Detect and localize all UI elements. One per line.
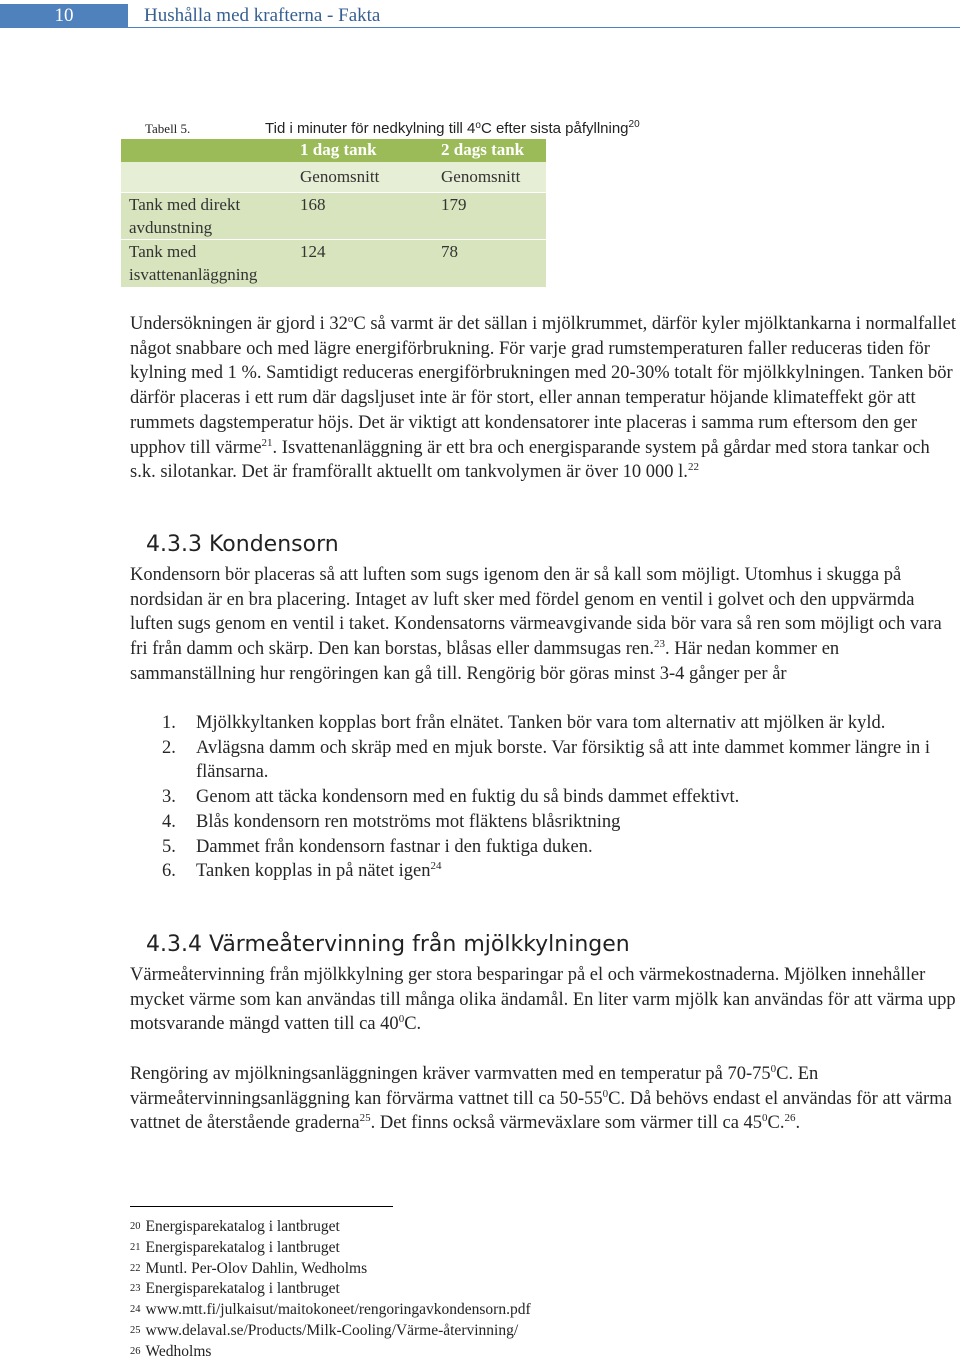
text: C. En värmeåtervinningsanläggning kan förvärma vattnet till ca 50-55 (130, 1064, 819, 1109)
footnote (130, 1342, 531, 1363)
footnote-separator (130, 1206, 393, 1207)
degree-mark: 0 (398, 1013, 405, 1026)
degree-mark: 0 (762, 1112, 768, 1125)
cell-value: 168 (292, 193, 433, 240)
subheader-blank (121, 162, 292, 193)
footnotes (130, 1217, 531, 1363)
col-header-1-day: 1 dag tank (292, 139, 433, 162)
list-text: Mjölkkyltanken kopplas bort från elnätet. Tanken bör vara tom alternativ att mjölken är kyld. (196, 713, 886, 733)
section-heading-condenser: 4.3.3 Kondensorn (146, 532, 339, 557)
footnote (130, 1217, 531, 1238)
list-text: Tanken kopplas in på nätet igen (196, 861, 431, 882)
list-item (130, 859, 960, 884)
subheader-average-1: Genomsnitt (292, 162, 433, 193)
footnote-text: Wedholms (145, 1342, 212, 1360)
text: Kondensorn bör placeras så att luften som sugs igenom den är så kall som möjligt. Utomhus i skugga på nordsidan är en bra placering. Intaget av luft sker med fördel genom en ventil i golvet och den uppvärmda luften sugs genom en ventil i taket. Kondensatorns värmeavgivande sida bör vara så ren som möjligt och vara fri från damm och skärp. Den kan borstas, blåsas eller dammsugas ren. (130, 565, 942, 660)
paragraph-condenser (130, 563, 960, 687)
table-caption: Tabell 5. (145, 121, 191, 136)
footnote-number: 21 (130, 1241, 141, 1253)
list-text: Genom att täcka kondensorn med en fuktig du så binds dammet effektivt. (196, 787, 740, 808)
footnote-text: Energisparekatalog i lantbruget (145, 1238, 340, 1256)
cleaning-steps-list (130, 711, 960, 884)
cell-value: 78 (433, 240, 546, 288)
footnote-text: www.mtt.fi/julkaisut/maitokoneet/rengoringavkondensorn.pdf (145, 1301, 531, 1319)
list-item (130, 810, 960, 835)
list-number: 3. (162, 787, 176, 808)
cooling-time-table (121, 139, 546, 287)
footnote (130, 1279, 531, 1300)
footnote-ref: 21 (261, 436, 273, 449)
subheader-average-2: Genomsnitt (433, 162, 546, 193)
text: Undersökningen är gjord i 32 (130, 314, 348, 334)
text: Rengöring av mjölkningsanläggningen kräver varmvatten med en temperatur på 70-75 (130, 1064, 771, 1084)
cell-value: 124 (292, 240, 433, 288)
text: C så varmt är det sällan i mjölkrummet, därför kyler mjölktankarna i normalfallet något snabbare och med lägre energiförbrukning. För varje grad rumstemperaturen faller reduceras tiden för kylning med 1 %. Samtidigt reduceras energiförbrukningen med 20-30% totalt för mjölkkylningen. Tanken bör därför placeras i ett rum där dagsljuset inte är för stort, eller annan temperatur höjande klimateffekt gör att rummets dagstemperatur höjs. Det är viktigt att kondensatorer inte placeras i samma rum eftersom den ger upphov till värme (130, 314, 956, 458)
page-header (0, 0, 960, 30)
page-number: 10 (0, 4, 128, 28)
table-row (121, 240, 546, 288)
footnote (130, 1238, 531, 1259)
footnote-number: 26 (130, 1345, 141, 1357)
footnote-ref: 26 (784, 1112, 796, 1125)
footnote-number: 23 (130, 1283, 141, 1295)
text: . (795, 1113, 801, 1134)
text: Värmeåtervinning från mjölkkylning ger stora besparingar på el och värmekostnaderna. Mjölken innehåller mycket värme som kan användas till många olika ändamål. En liter varm mjölk kan användas för att värma upp motsvarande mängd vatten till ca 40 (130, 965, 956, 1035)
table-title-text-2: C efter sista påfyllning (480, 120, 629, 137)
list-item (130, 835, 960, 860)
list-text: Avlägsna damm och skräp med en mjuk borste. Var försiktig så att inte dammet kommer längre in i flänsarna. (196, 737, 931, 783)
text: . Det finns också värmeväxlare som värmer till ca 45 (370, 1113, 763, 1134)
footnote-ref: 24 (430, 860, 442, 873)
footnote-text: www.delaval.se/Products/Milk-Cooling/Värme-återvinning/ (145, 1321, 519, 1339)
footnote-number: 25 (130, 1324, 141, 1336)
paragraph-investigation (130, 312, 960, 485)
col-header-2-day: 2 dags tank (433, 139, 546, 162)
cell-value: 179 (433, 193, 546, 240)
paragraph-heat-recovery (130, 963, 960, 1037)
footnote-text: Energisparekatalog i lantbruget (145, 1280, 340, 1298)
list-item (130, 785, 960, 810)
footnote-number: 20 (130, 1221, 141, 1232)
footnote-ref: 20 (628, 119, 640, 130)
header-rule (128, 27, 960, 28)
table-title (265, 119, 640, 137)
text: C. (767, 1113, 785, 1134)
document-title: Hushålla med krafterna - Fakta (144, 5, 381, 26)
footnote-number: 22 (130, 1262, 141, 1274)
table-row (121, 193, 546, 240)
table-header-blank (121, 139, 292, 162)
list-number: 6. (162, 861, 176, 882)
text: C. (404, 1014, 422, 1035)
section-heading-heat-recovery: 4.3.4 Värmeåtervinning från mjölkkylningen (146, 932, 630, 957)
list-text: Dammet från kondensorn fastnar i den fuktiga duken. (196, 836, 593, 857)
footnote-number: 24 (130, 1304, 141, 1316)
list-item (130, 736, 960, 785)
footnote (130, 1300, 531, 1321)
table-header-row (121, 139, 546, 162)
degree-mark: 0 (770, 1063, 777, 1075)
footnote-text: Energisparekatalog i lantbruget (145, 1218, 340, 1235)
footnote-text: Muntl. Per-Olov Dahlin, Wedholms (145, 1259, 368, 1277)
list-number: 2. (162, 737, 176, 758)
list-text: Blås kondensorn ren motströms mot fläktens blåsriktning (196, 811, 621, 832)
text: C. Då behövs endast el användas för att värma vattnet de återstående graderna (130, 1088, 952, 1134)
degree-mark: 0 (602, 1087, 609, 1100)
footnote (130, 1259, 531, 1280)
table-title-text: Tid i minuter för nedkylning till 4 (265, 120, 476, 137)
row-label: Tank med direkt avdunstning (121, 193, 292, 240)
paragraph-cleaning-hot-water (130, 1062, 960, 1136)
table-subheader-row (121, 162, 546, 193)
list-number: 1. (162, 713, 176, 733)
list-number: 4. (162, 811, 176, 832)
degree-mark: o (475, 120, 481, 131)
footnote-ref: 25 (359, 1112, 371, 1125)
footnote (130, 1321, 531, 1342)
text: . Här nedan kommer en sammanställning hur rengöringen kan gå till. Rengörig bör göras minst 3-4 gånger per år (130, 639, 840, 684)
footnote-ref: 23 (654, 638, 666, 651)
list-number: 5. (162, 836, 176, 857)
footnote-ref: 22 (687, 461, 699, 474)
row-label: Tank med isvattenanläggning (121, 240, 292, 288)
text: . Isvattenanläggning är ett bra och energisparande system på gårdar med stora tankar och s.k. silotankar. Det är framförallt aktuellt om tankvolymen är över 10 000 l. (130, 437, 930, 483)
degree-mark: o (347, 313, 354, 325)
list-item (130, 711, 960, 736)
